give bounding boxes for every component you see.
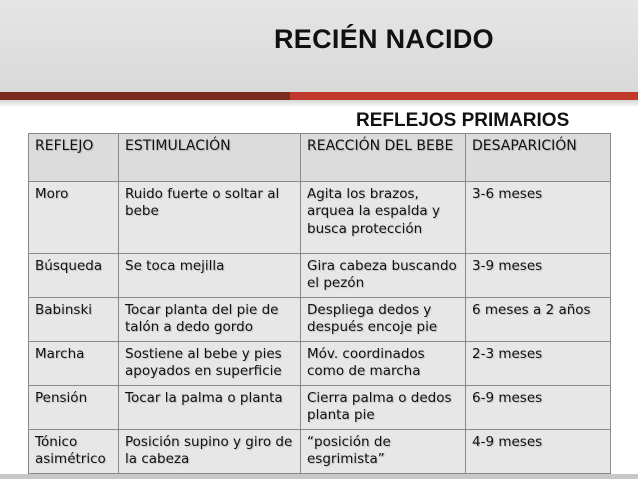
header-disappearance: DESAPARICIÓN bbox=[466, 134, 611, 182]
cell-stimulus: Tocar planta del pie de talón a dedo gordo bbox=[119, 298, 301, 342]
cell-disappearance: 3-6 meses bbox=[466, 182, 611, 254]
header-reflex: REFLEJO bbox=[29, 134, 119, 182]
cell-stimulus: Ruido fuerte o soltar al bebe bbox=[119, 182, 301, 254]
cell-reaction: Gira cabeza buscando el pezón bbox=[301, 254, 466, 298]
slide-title: RECIÉN NACIDO bbox=[274, 24, 494, 54]
cell-reflex: Pensión bbox=[29, 386, 119, 430]
table-row bbox=[29, 182, 611, 254]
cell-reaction: Móv. coordinados como de marcha bbox=[301, 342, 466, 386]
table-row bbox=[29, 430, 611, 474]
table-row bbox=[29, 298, 611, 342]
cell-disappearance: 2-3 meses bbox=[466, 342, 611, 386]
cell-reaction: Cierra palma o dedos planta pie bbox=[301, 386, 466, 430]
accent-bar-red bbox=[290, 92, 638, 100]
table-header-row bbox=[29, 134, 611, 182]
accent-bar-shadow bbox=[0, 100, 638, 106]
cell-reaction: Despliega dedos y después encoje pie bbox=[301, 298, 466, 342]
cell-stimulus: Se toca mejilla bbox=[119, 254, 301, 298]
slide-subtitle: REFLEJOS PRIMARIOS bbox=[356, 110, 570, 131]
table-row bbox=[29, 386, 611, 430]
header-reaction: REACCIÓN DEL BEBE bbox=[301, 134, 466, 182]
cell-disappearance: 6 meses a 2 años bbox=[466, 298, 611, 342]
reflexes-table bbox=[28, 133, 611, 474]
cell-reflex: Babinski bbox=[29, 298, 119, 342]
table-row bbox=[29, 342, 611, 386]
cell-stimulus: Tocar la palma o planta bbox=[119, 386, 301, 430]
cell-stimulus: Sostiene al bebe y pies apoyados en superficie bbox=[119, 342, 301, 386]
cell-reaction: “posición de esgrimista” bbox=[301, 430, 466, 474]
cell-disappearance: 6-9 meses bbox=[466, 386, 611, 430]
cell-stimulus: Posición supino y giro de la cabeza bbox=[119, 430, 301, 474]
cell-reflex: Búsqueda bbox=[29, 254, 119, 298]
header-stimulus: ESTIMULACIÓN bbox=[119, 134, 301, 182]
cell-reflex: Marcha bbox=[29, 342, 119, 386]
cell-reflex: Moro bbox=[29, 182, 119, 254]
cell-reflex: Tónico asimétrico bbox=[29, 430, 119, 474]
cell-disappearance: 3-9 meses bbox=[466, 254, 611, 298]
table-row bbox=[29, 254, 611, 298]
cell-reaction: Agita los brazos, arquea la espalda y busca protección bbox=[301, 182, 466, 254]
footer-line bbox=[0, 474, 638, 479]
cell-disappearance: 4-9 meses bbox=[466, 430, 611, 474]
